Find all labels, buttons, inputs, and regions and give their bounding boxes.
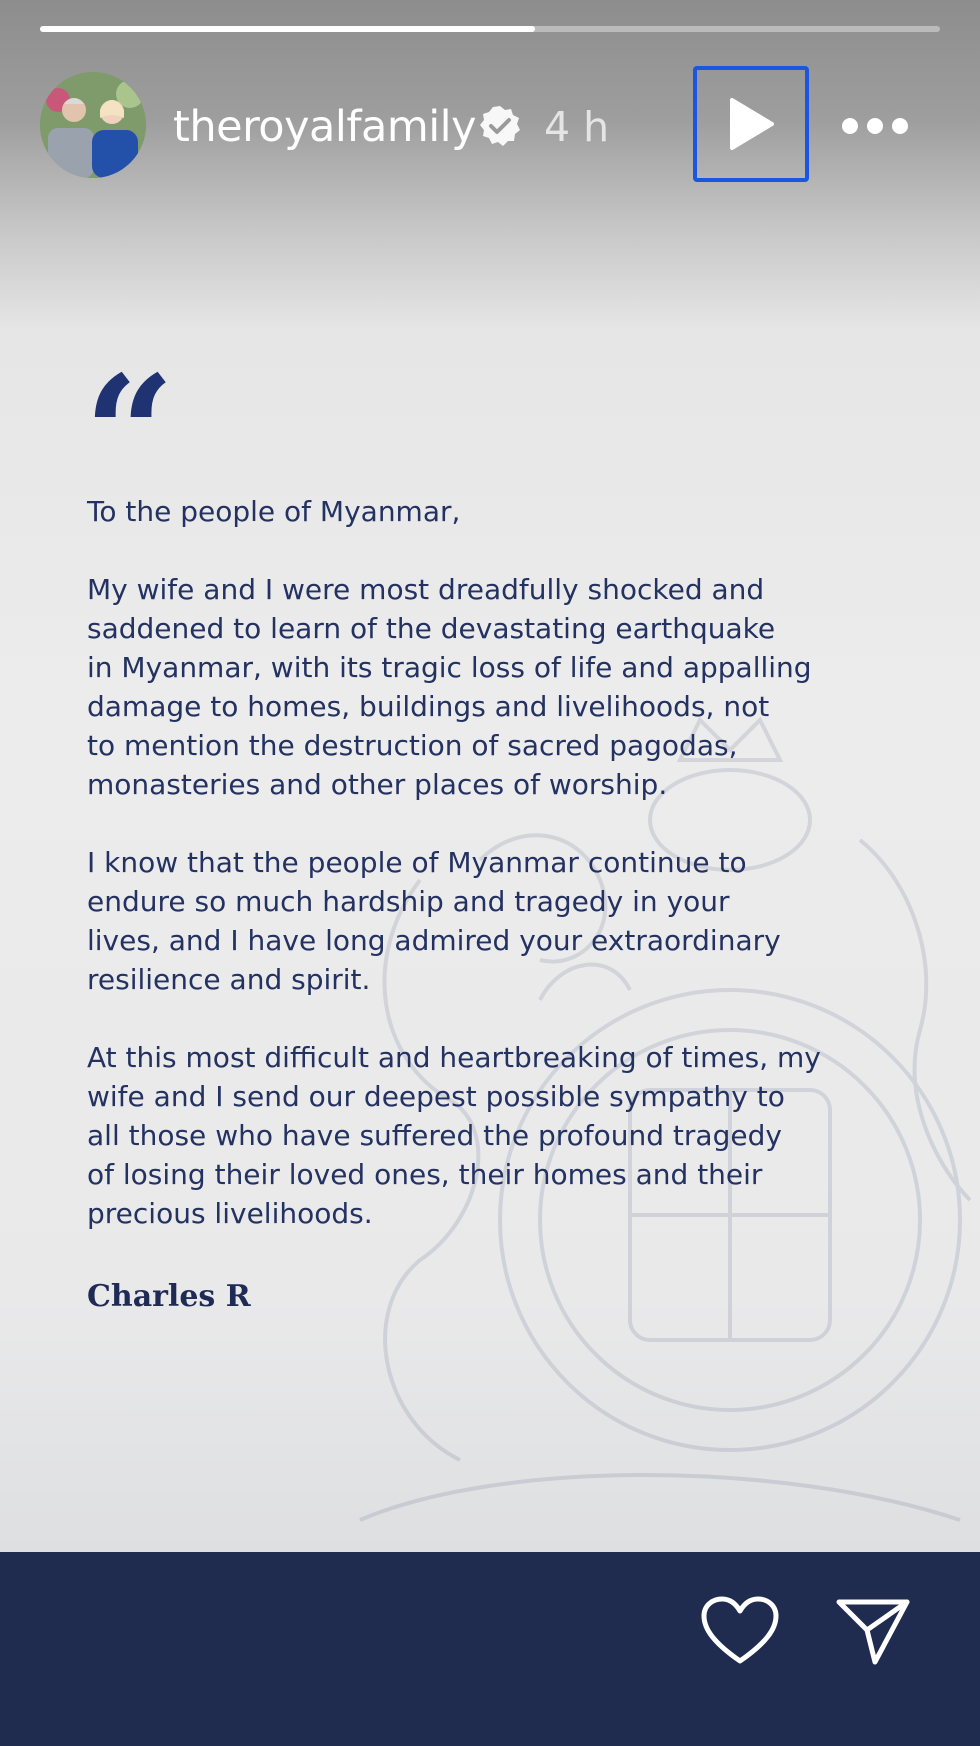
more-options-button[interactable] <box>830 100 920 152</box>
letter-signature: Charles R <box>87 1279 251 1314</box>
account-username[interactable]: theroyalfamily <box>173 102 477 152</box>
letter-greeting: To the people of Myanmar, <box>87 495 461 528</box>
send-icon <box>835 1596 911 1666</box>
avatar[interactable] <box>40 72 146 178</box>
like-button[interactable] <box>695 1586 785 1676</box>
verified-badge-icon <box>478 104 522 148</box>
play-button[interactable] <box>693 66 809 182</box>
more-horizontal-icon <box>840 116 910 136</box>
letter-paragraph: At this most difficult and heartbreaking of times, my wife and I send our deepest possible sympathy to all those who have suffered the profound tragedy of losing their loved ones, their homes and their precious livelihoods. <box>87 1041 821 1230</box>
letter-paragraph: My wife and I were most dreadfully shocked and saddened to learn of the devastating earthquake in Myanmar, with its tragic loss of life and appalling damage to homes, buildings and livelihoods, not to mention the destruction of sacred pagodas, monasteries and other places of worship. <box>87 573 812 801</box>
post-time: 4 h <box>544 103 610 151</box>
profile-photo <box>40 72 146 178</box>
story-actions-bar <box>0 1552 980 1746</box>
share-button[interactable] <box>828 1586 918 1676</box>
story-progress-fill <box>40 26 535 32</box>
story-header <box>40 72 950 182</box>
letter-paragraph: I know that the people of Myanmar continue to endure so much hardship and tragedy in your lives, and I have long admired your extraordinary resilience and spirit. <box>87 846 781 996</box>
heart-icon <box>700 1595 780 1667</box>
play-icon <box>726 96 776 152</box>
story-progress-bar <box>40 26 940 32</box>
quote-mark: “ <box>84 342 175 527</box>
letter-body <box>87 492 907 1272</box>
